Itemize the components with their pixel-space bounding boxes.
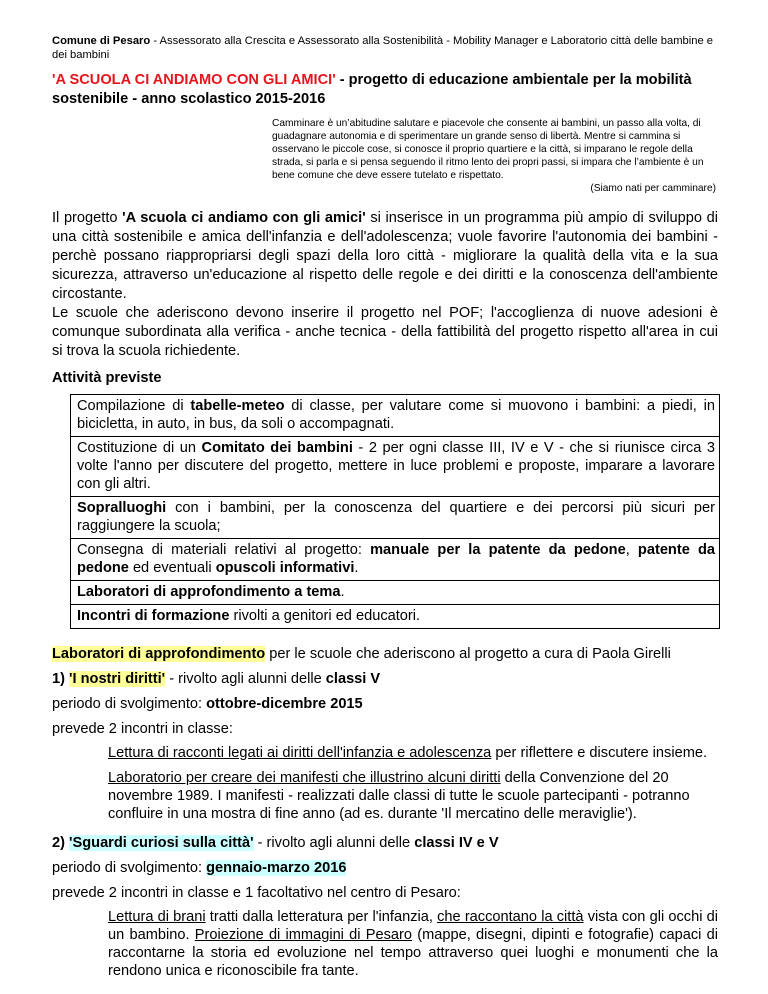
lab-number: 1) bbox=[52, 670, 70, 687]
activity-row bbox=[71, 496, 719, 538]
lab-classes: classi IV e V bbox=[414, 834, 499, 851]
row-text: - 2 per ogni classe III, IV e V - che si riunisce circa 3 volte l'anno per discutere del progetto, mettere in luce problemi e proposte, imparare a lavorare con gli altri. bbox=[77, 439, 715, 492]
lab-number: 2) bbox=[52, 834, 70, 851]
activity-row bbox=[71, 538, 719, 580]
lab-classes: classi V bbox=[325, 670, 381, 687]
row-text: , bbox=[625, 541, 638, 558]
row-text: . bbox=[340, 583, 345, 600]
lab-1-title bbox=[52, 670, 718, 689]
intro-project-name: 'A scuola ci andiamo con gli amici' bbox=[122, 209, 366, 226]
row-text: con i bambini, per la conoscenza del quartiere e dei percorsi più sicuri per raggiungere la scuola; bbox=[77, 499, 715, 534]
labs-heading bbox=[52, 645, 718, 664]
lab-period-highlight: gennaio-marzo 2016 bbox=[206, 859, 347, 876]
activities-heading: Attività previste bbox=[52, 369, 162, 386]
lab-item-text: della Convenzione del 20 novembre 1989. I manifesti - realizzati dalle classi di tutte le scuole partecipanti - potranno confluire in una mostra di fine anno (ad es. durante 'Il mercatino delle meraviglie'). bbox=[108, 769, 690, 822]
row-text: ed eventuali bbox=[128, 559, 216, 576]
lab-2-meetings: prevede 2 incontri in classe e 1 facoltativo nel centro di Pesaro: bbox=[52, 884, 461, 901]
document-header bbox=[52, 34, 718, 62]
row-text: Compilazione di bbox=[77, 397, 191, 414]
row-text: Costituzione di un bbox=[77, 439, 202, 456]
lab-item-underlined: Proiezione di immagini di Pesaro bbox=[194, 926, 412, 943]
activity-row bbox=[71, 395, 719, 436]
lab-period: ottobre-dicembre 2015 bbox=[206, 695, 363, 712]
document-page bbox=[52, 34, 718, 980]
labs-heading-text: per le scuole che aderiscono al progetto a cura di Paola Girelli bbox=[265, 645, 671, 662]
lab-2-title bbox=[52, 834, 718, 853]
row-keyword: opuscoli informativi bbox=[215, 559, 355, 576]
lab-item-text: (mappe, disegni, dipinti e fotografie) capaci di raccontarne la storia ed evoluzione nel tempo attraverso quei luoghi e monumenti che la rendono unica e riconoscibile fra tante. bbox=[108, 926, 718, 979]
intro-paragraph-1 bbox=[52, 209, 718, 304]
activities-table bbox=[70, 394, 720, 629]
row-keyword: Laboratori di approfondimento a tema bbox=[77, 583, 341, 600]
activity-row bbox=[71, 604, 719, 628]
row-keyword: manuale per la patente da pedone bbox=[370, 541, 626, 558]
lab-text: periodo di svolgimento: bbox=[52, 859, 207, 876]
title-subtitle: - progetto di educazione ambientale per la mobilità sostenibile - anno scolastico 2015-2016 bbox=[52, 72, 692, 107]
lab-1-item-2 bbox=[108, 769, 718, 823]
labs-heading-highlight: Laboratori di approfondimento bbox=[52, 645, 266, 662]
row-text: . bbox=[354, 559, 359, 576]
lab-title-highlight: 'I nostri diritti' bbox=[69, 670, 166, 687]
lab-2-item-1 bbox=[108, 908, 718, 980]
intro-text: si inserisce in un programma più ampio di sviluppo di una città sostenibile e amica dell'infanzia e dell'adolescenza; vuole favorire l'autonomia dei bambini - perchè possano riappropriarsi degli spazi della loro città - migliorare la qualità della vita e la sua sicurezza, attraverso un'educazione al rispetto delle regole e dei diritti e la conoscenza dell'ambiente circostante. bbox=[52, 209, 718, 302]
lab-1-period bbox=[52, 695, 718, 714]
header-text: - Assessorato alla Crescita e Assessorato alla Sostenibilità - Mobility Manager e Laboratorio città delle bambine e dei bambini bbox=[52, 35, 714, 61]
lab-text: periodo di svolgimento: bbox=[52, 695, 207, 712]
activity-row bbox=[71, 436, 719, 496]
document-title bbox=[52, 71, 718, 109]
header-org: Comune di Pesaro bbox=[52, 35, 151, 47]
row-text: Consegna di materiali relativi al progetto: bbox=[77, 541, 371, 558]
lab-item-underlined: Lettura di racconti legati ai diritti dell'infanzia e adolescenza bbox=[108, 744, 492, 761]
lab-text: - rivolto agli alunni delle bbox=[253, 834, 415, 851]
quote-text: Camminare è un’abitudine salutare e piacevole che consente ai bambini, un passo alla volta, di guadagnare autonomia e di sperimentare un grande senso di libertà. Mentre si cammina si osservano le piccole cose, si conosce il proprio quartiere e la città, si imparano le regole della strada, si parla e si pensa seguendo il ritmo lento dei propri passi, si impara che l’ambiente è un bene comune che deve essere tutelato e rispettato. bbox=[272, 118, 704, 182]
row-keyword: tabelle-meteo bbox=[190, 397, 285, 414]
row-keyword: Sopralluoghi bbox=[77, 499, 167, 516]
intro-text: Il progetto bbox=[52, 209, 123, 226]
title-project-name: 'A SCUOLA CI ANDIAMO CON GLI AMICI' bbox=[52, 72, 336, 88]
row-text: di classe, per valutare come si muovono i bambini: a piedi, in bicicletta, in auto, in bus, da soli o accompagnati. bbox=[77, 397, 715, 432]
lab-item-text: per riflettere e discutere insieme. bbox=[491, 744, 708, 761]
intro-paragraph-2: Le scuole che aderiscono devono inserire il progetto nel POF; l'accoglienza di nuove adesioni è comunque subordinata alla verifica - anche tecnica - della fattibilità del progetto rispetto all'area in cui si trova la scuola richiedente. bbox=[52, 304, 718, 359]
lab-title-highlight: 'Sguardi curiosi sulla città' bbox=[69, 834, 254, 851]
row-keyword: Comitato dei bambini bbox=[201, 439, 353, 456]
lab-1-item-1 bbox=[108, 744, 718, 762]
row-keyword: Incontri di formazione bbox=[77, 607, 230, 624]
lab-item-underlined: Lettura di brani bbox=[108, 908, 206, 925]
lab-1-meetings: prevede 2 incontri in classe: bbox=[52, 720, 233, 737]
quote-source: (Siamo nati per camminare) bbox=[590, 183, 716, 195]
lab-item-text: vista con gli occhi di un bambino. bbox=[108, 908, 718, 943]
lab-item-underlined: Laboratorio per creare dei manifesti che illustrino alcuni diritti bbox=[108, 769, 501, 786]
lab-2-period bbox=[52, 859, 718, 878]
row-keyword: patente da pedone bbox=[77, 541, 715, 576]
lab-text: - rivolto agli alunni delle bbox=[165, 670, 326, 687]
activity-row bbox=[71, 580, 719, 604]
lab-item-underlined: che raccontano la città bbox=[437, 908, 584, 925]
lab-item-text: tratti dalla letteratura per l'infanzia, bbox=[205, 908, 438, 925]
row-text: rivolti a genitori ed educatori. bbox=[229, 607, 421, 624]
intro-section bbox=[52, 209, 718, 361]
epigraph-quote bbox=[272, 117, 716, 196]
